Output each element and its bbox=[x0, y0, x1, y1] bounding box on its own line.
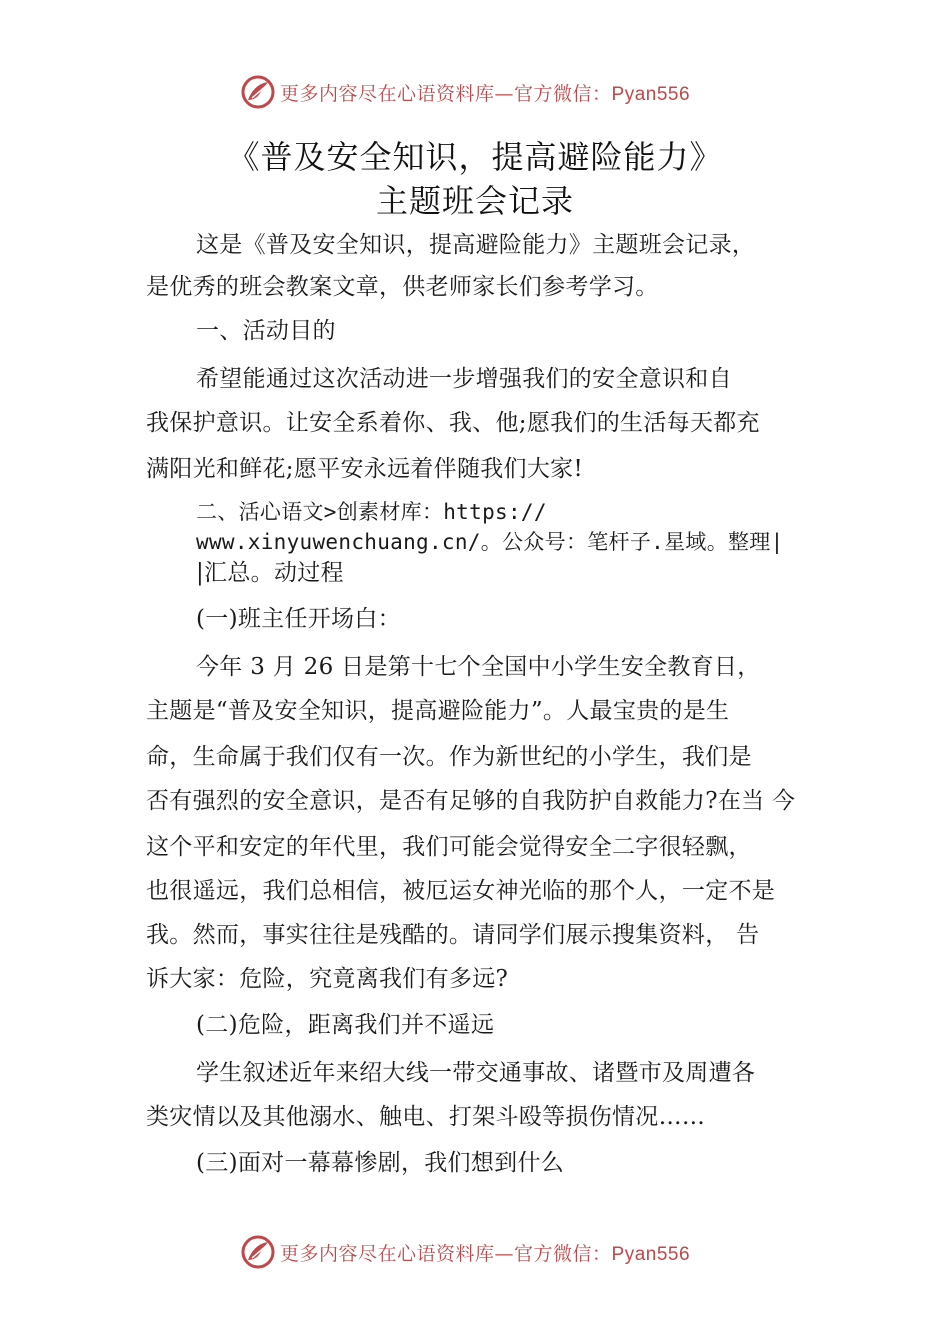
brand-logo-icon bbox=[240, 74, 276, 110]
document-title-line1: 《普及安全知识，提高避险能力》 bbox=[227, 138, 723, 176]
brand-logo-icon bbox=[240, 1234, 276, 1270]
body-line: 类灾情以及其他溺水、触电、打架斗殴等损伤情况…… bbox=[146, 1104, 706, 1130]
banner-label: 更多内容尽在心语资料库—官方微信： bbox=[280, 83, 612, 105]
banner-wechat-id: Pyan556 bbox=[611, 1244, 691, 1265]
body-line: 希望能通过这次活动进一步增强我们的安全意识和自 bbox=[196, 366, 732, 392]
subsection-heading: (一)班主任开场白： bbox=[196, 606, 401, 632]
body-line: 命，生命属于我们仅有一次。作为新世纪的小学生，我们是 bbox=[146, 744, 752, 770]
section-heading: 二、活心语文>创素材库：https:// bbox=[196, 500, 547, 524]
body-line: 主题是“普及安全知识，提高避险能力”。人最宝贵的是生 bbox=[146, 698, 730, 724]
body-line: 学生叙述近年来绍大线一带交通事故、诸暨市及周遭各 bbox=[196, 1060, 756, 1086]
body-line: www.xinyuwenchuang.cn/。公众号：笔杆子.星域。整理| bbox=[196, 530, 784, 554]
body-line: 否有强烈的安全意识，是否有足够的自我防护自救能力?在当 今 bbox=[146, 788, 796, 814]
body-line: 是优秀的班会教案文章，供老师家长们参考学习。 bbox=[146, 274, 659, 300]
body-line: 我。然而，事实往往是残酷的。请同学们展示搜集资料， 告 bbox=[146, 922, 760, 948]
banner-text bbox=[280, 79, 690, 106]
body-line: 这是《普及安全知识，提高避险能力》主题班会记录， bbox=[196, 232, 756, 258]
body-line: 今年 3 月 26 日是第十七个全国中小学生安全教育日， bbox=[196, 654, 761, 680]
body-line: 我保护意识。让安全系着你、我、他;愿我们的生活每天都充 bbox=[146, 410, 760, 436]
banner-label: 更多内容尽在心语资料库—官方微信： bbox=[280, 1243, 612, 1265]
subsection-heading: (三)面对一幕幕惨剧，我们想到什么 bbox=[196, 1150, 565, 1176]
section-heading: 一、活动目的 bbox=[196, 318, 336, 344]
body-line: 也很遥远，我们总相信，被厄运女神光临的那个人，一定不是 bbox=[146, 878, 776, 904]
body-line: 这个平和安定的年代里，我们可能会觉得安全二字很轻飘， bbox=[146, 834, 752, 860]
body-line: 满阳光和鲜花;愿平安永远着伴随我们大家! bbox=[146, 456, 583, 482]
body-line: |汇总。动过程 bbox=[196, 560, 344, 586]
banner-wechat-id: Pyan556 bbox=[611, 84, 691, 105]
banner-text bbox=[280, 1239, 690, 1266]
header-banner bbox=[240, 72, 760, 112]
footer-banner bbox=[240, 1232, 760, 1272]
subsection-heading: (二)危险，距离我们并不遥远 bbox=[196, 1012, 495, 1038]
document-title-line2: 主题班会记录 bbox=[375, 182, 574, 220]
body-line: 诉大家：危险，究竟离我们有多远? bbox=[146, 966, 509, 992]
